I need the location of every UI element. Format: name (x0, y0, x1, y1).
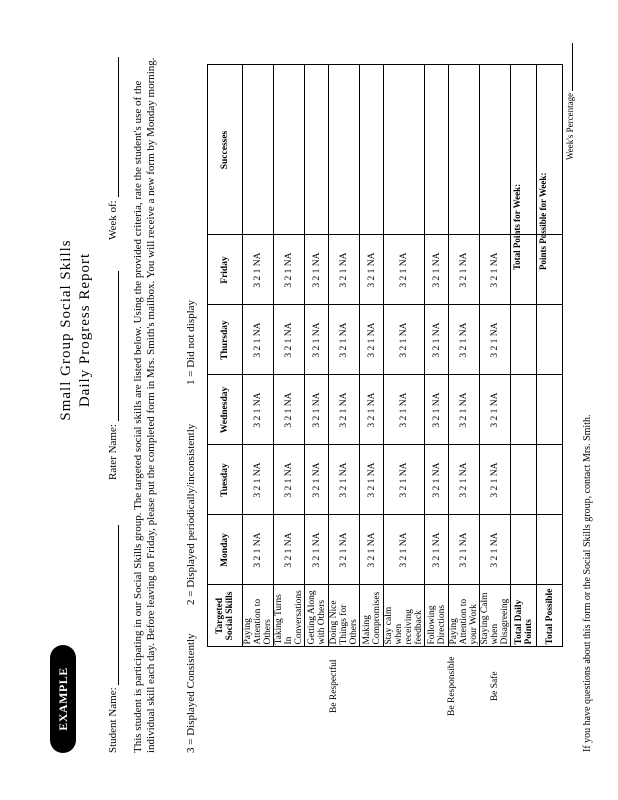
skill-row (274, 65, 305, 725)
rating-options[interactable]: 3 2 1 NA (480, 375, 511, 445)
successes-cell[interactable] (480, 65, 511, 235)
rating-options[interactable]: 3 2 1 NA (305, 515, 329, 585)
total-label: Total Daily Points (511, 585, 537, 647)
successes-cell[interactable] (274, 65, 305, 235)
rating-options[interactable]: 3 2 1 NA (305, 375, 329, 445)
successes-cell[interactable] (305, 65, 329, 235)
rating-options[interactable]: 3 2 1 NA (329, 305, 360, 375)
form-subtitle: Daily Progress Report (77, 252, 93, 408)
total-cell[interactable] (537, 375, 563, 445)
skill-name: Taking Turns In Conversations (274, 585, 305, 647)
header-friday: Friday (208, 235, 243, 305)
rating-options[interactable]: 3 2 1 NA (425, 515, 449, 585)
rating-options[interactable]: 3 2 1 NA (274, 515, 305, 585)
week-of-label: Week of: (107, 200, 119, 240)
student-name-label: Student Name: (107, 687, 119, 753)
rating-options[interactable]: 3 2 1 NA (274, 375, 305, 445)
total-cell[interactable] (537, 305, 563, 375)
rating-options[interactable]: 3 2 1 NA (243, 515, 274, 585)
rating-options[interactable]: 3 2 1 NA (360, 375, 384, 445)
rating-options[interactable]: 3 2 1 NA (384, 235, 425, 305)
week-of-field (107, 58, 119, 241)
total-cell[interactable] (511, 305, 537, 375)
rating-options[interactable]: 3 2 1 NA (243, 375, 274, 445)
rating-options[interactable]: 3 2 1 NA (449, 305, 480, 375)
rating-options[interactable]: 3 2 1 NA (274, 445, 305, 515)
rating-options[interactable]: 3 2 1 NA (384, 445, 425, 515)
rating-options[interactable]: 3 2 1 NA (425, 375, 449, 445)
header-row (208, 65, 243, 725)
scale-3: 3 = Displayed Consistently (185, 633, 197, 753)
rating-options[interactable]: 3 2 1 NA (360, 445, 384, 515)
rating-options[interactable]: 3 2 1 NA (305, 235, 329, 305)
skill-row (384, 65, 425, 725)
rating-options[interactable]: 3 2 1 NA (425, 235, 449, 305)
header-tuesday: Tuesday (208, 445, 243, 515)
rater-name-label: Rater Name: (107, 424, 119, 480)
example-badge: EXAMPLE (50, 645, 76, 753)
week-of-line (118, 58, 119, 198)
student-name-line (118, 525, 119, 685)
rating-options[interactable]: 3 2 1 NA (360, 235, 384, 305)
skill-name: Stay calm when receiving feedback (384, 585, 425, 647)
points-possible-week-label: Points Possible for Week: (538, 172, 548, 270)
rating-options[interactable]: 3 2 1 NA (480, 445, 511, 515)
skill-row (329, 65, 360, 725)
rater-name-field (107, 271, 119, 480)
instructions-paragraph: This student is participating in our Social Skills group. The targeted social skills are listed below. Using the provided criteria, rate the student's use of the individual skill each day. Before leaving on Friday, please put the completed form in Mrs. Smith's mailbox. You will receive a new form by Monday morning. (132, 57, 157, 753)
week-percentage-line (572, 43, 573, 91)
skill-name: Following Directions (425, 585, 449, 647)
rating-options[interactable]: 3 2 1 NA (243, 305, 274, 375)
category-label: Be Responsible (447, 656, 457, 716)
total-cell[interactable] (511, 445, 537, 515)
skill-row (425, 65, 449, 725)
rating-options[interactable]: 3 2 1 NA (449, 515, 480, 585)
skill-row (305, 65, 329, 725)
skill-name: Making Compromises (360, 585, 384, 647)
skill-name: Staying Calm when Disagreeing (480, 585, 511, 647)
rating-options[interactable]: 3 2 1 NA (480, 235, 511, 305)
rating-options[interactable]: 3 2 1 NA (449, 375, 480, 445)
skill-row (360, 65, 384, 725)
header-skills: Targeted Social Skills (208, 585, 243, 647)
total-cell[interactable] (537, 515, 563, 585)
rating-options[interactable]: 3 2 1 NA (274, 305, 305, 375)
successes-cell[interactable] (329, 65, 360, 235)
rating-options[interactable]: 3 2 1 NA (480, 515, 511, 585)
form-title: Small Group Social Skills (58, 239, 74, 421)
rating-options[interactable]: 3 2 1 NA (305, 305, 329, 375)
blank-cell (511, 647, 537, 725)
successes-cell[interactable] (425, 65, 449, 235)
week-percentage-label: Week's Percentage (565, 92, 575, 160)
blank-cell (537, 647, 563, 725)
rating-options[interactable]: 3 2 1 NA (243, 445, 274, 515)
rating-table (207, 65, 563, 726)
header-thursday: Thursday (208, 305, 243, 375)
rating-options[interactable]: 3 2 1 NA (329, 445, 360, 515)
total-daily-points-row (511, 65, 537, 725)
skill-name: Doing Nice Things for Others (329, 585, 360, 647)
skill-row (480, 65, 511, 725)
total-cell[interactable] (511, 515, 537, 585)
successes-cell[interactable] (449, 65, 480, 235)
rating-options[interactable]: 3 2 1 NA (274, 235, 305, 305)
rating-options[interactable]: 3 2 1 NA (329, 235, 360, 305)
successes-cell[interactable] (243, 65, 274, 235)
skill-name: Paying Attention to Others (243, 585, 274, 647)
category-header (208, 647, 243, 725)
total-cell[interactable] (537, 445, 563, 515)
rating-options[interactable]: 3 2 1 NA (480, 305, 511, 375)
scale-2: 2 = Displayed periodically/inconsistently (185, 423, 197, 605)
rating-options[interactable]: 3 2 1 NA (360, 515, 384, 585)
total-cell[interactable] (511, 375, 537, 445)
rater-name-line (118, 271, 119, 421)
total-label: Total Possible (537, 585, 563, 647)
successes-cell[interactable] (360, 65, 384, 235)
week-percentage (565, 43, 575, 160)
rating-options[interactable]: 3 2 1 NA (305, 445, 329, 515)
rating-options[interactable]: 3 2 1 NA (384, 375, 425, 445)
footer-note: If you have questions about this form or the Social Skills group, contact Mrs. Smith. (582, 414, 593, 752)
rating-options[interactable]: 3 2 1 NA (384, 305, 425, 375)
rating-options[interactable]: 3 2 1 NA (360, 305, 384, 375)
rating-options[interactable]: 3 2 1 NA (329, 515, 360, 585)
rating-options[interactable]: 3 2 1 NA (449, 235, 480, 305)
skill-row (449, 65, 480, 725)
rating-options[interactable]: 3 2 1 NA (243, 235, 274, 305)
skill-name: Paying Attention to your Work (449, 585, 480, 647)
category-label: Be Respectful (328, 659, 339, 714)
header-successes: Successes (208, 65, 243, 235)
rating-options[interactable]: 3 2 1 NA (425, 305, 449, 375)
rating-options[interactable]: 3 2 1 NA (384, 515, 425, 585)
header-monday: Monday (208, 515, 243, 585)
rating-options[interactable]: 3 2 1 NA (449, 445, 480, 515)
skill-name: Getting Along with Others (305, 585, 329, 647)
scale-1: 1 = Did not display (185, 299, 197, 385)
total-possible-row (537, 65, 563, 725)
rating-options[interactable]: 3 2 1 NA (329, 375, 360, 445)
total-points-week-label: Total Points for Week: (512, 183, 522, 270)
rating-options[interactable]: 3 2 1 NA (425, 445, 449, 515)
header-wednesday: Wednesday (208, 375, 243, 445)
category-label: Be Safe (490, 671, 500, 702)
successes-cell[interactable] (384, 65, 425, 235)
skill-row (243, 65, 274, 725)
student-name-field (107, 525, 119, 753)
